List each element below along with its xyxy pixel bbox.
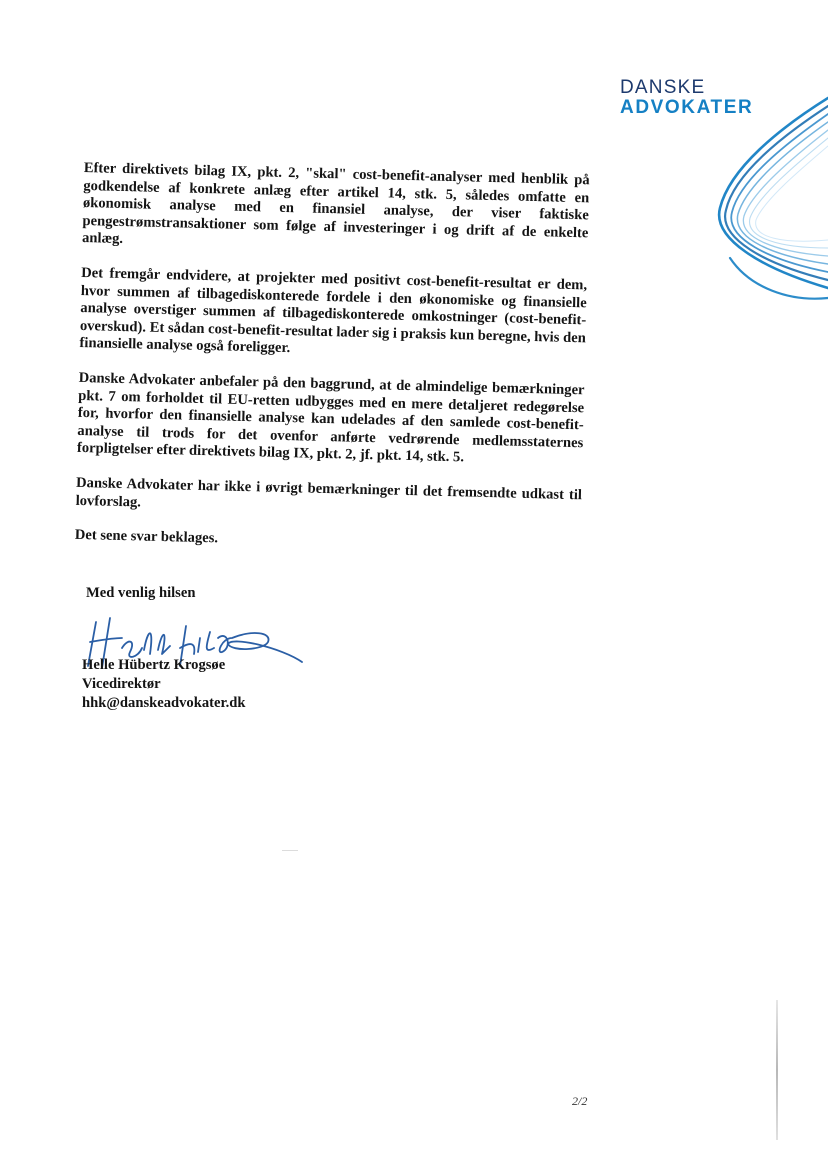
signer-title: Vicedirektør bbox=[82, 676, 161, 692]
signer-name: Helle Hübertz Krogsøe bbox=[82, 657, 226, 673]
closing-greeting: Med venlig hilsen bbox=[86, 585, 196, 601]
paragraph-3: Danske Advokater anbefaler på den baggrund, at de almindelige bemærkninger pkt. 7 om forholdet til EU-retten udbygges med en mere detaljeret redegørelse for, hvorfor den finansielle analyse kan udelades af den samlede cost-benefit-analyse til trods for det ovenfor anførte vedrørende medlemsstaternes forpligtelser efter direktivets bilag IX, pkt. 2, jf. pkt. 14, stk. 5. bbox=[76, 369, 585, 466]
signer-email: hhk@danskeadvokater.dk bbox=[82, 695, 246, 711]
scan-edge-line bbox=[776, 1000, 778, 1140]
page-number: 2/2 bbox=[572, 1094, 588, 1108]
paragraph-4: Danske Advokater har ikke i øvrigt bemærkninger til det fremsendte udkast til lovforslag. bbox=[75, 474, 583, 510]
scan-mark bbox=[282, 850, 298, 851]
logo-line-advokater: ADVOKATER bbox=[620, 97, 754, 118]
paragraph-2: Det fremgår endvidere, at projekter med positivt cost-benefit-resultat er dem, hvor summen af tilbagediskonterede fordele i den økonomiske og finansielle analyse overstiger summen af tilbagediskonterede omkostninger (cost-benefit-overskud). Et sådan cost-benefit-resultat lader sig i praksis kun beregne, hvis den finansielle analyse også foreligger. bbox=[79, 264, 588, 357]
paragraph-5: Det sene svar beklages. bbox=[74, 526, 219, 547]
signature-block bbox=[82, 656, 246, 713]
letter-body bbox=[74, 160, 590, 574]
logo-wave-graphic bbox=[690, 88, 828, 306]
logo-line-danske: DANSKE bbox=[620, 77, 706, 98]
paragraph-1: Efter direktivets bilag IX, pkt. 2, "skal" cost-benefit-analyser med henblik på godkendelse af konkrete anlæg efter artikel 14, stk. 5, således omfatte en økonomisk analyse med en finansiel analyse, der viser faktiske pengestrømstransaktioner som følge af investeringer i og drift af de enkelte anlæg. bbox=[81, 160, 590, 248]
